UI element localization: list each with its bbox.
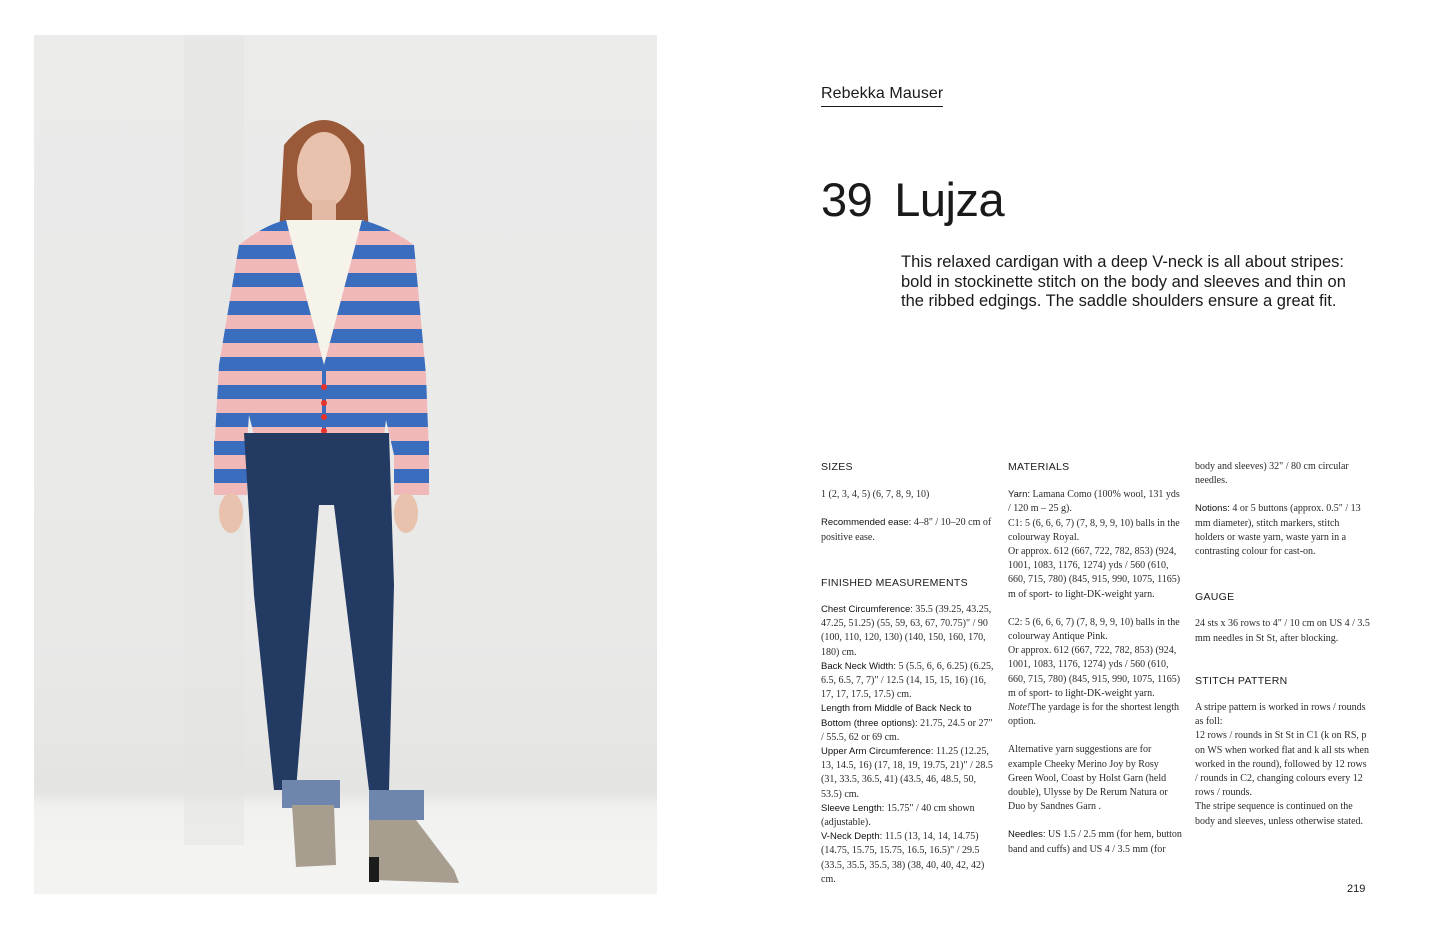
alternative-yarns: Alternative yarn suggestions are for example Cheeky Merino Joy by Rosy Green Wool, Coast by Holst Garn (held double), Ulysse by De Rerum Natura or Duo by Sandnes Garn . <box>1008 744 1168 813</box>
ease-value: 4–8" / 10–20 cm of positive ease. <box>821 517 992 543</box>
measurement-value: 11.25 (12.25, 13, 14.5, 16) (17, 18, 19, 19.75, 21)" / 28.5 (31, 33.5, 36.5, 41) (43.5, 46, 48.5, 50, 53.5) cm. <box>821 746 993 800</box>
c1-approx: Or approx. 612 (667, 722, 782, 853) (924, 1001, 1083, 1176, 1274) yds / 560 (610, 660, 715, 780) (845, 915, 990, 1075, 1165) m of sport- to light-DK-weight yarn. <box>1008 546 1181 600</box>
cardigan-model-illustration <box>34 35 657 894</box>
needles-info <box>1008 828 1184 856</box>
designer-name: Rebekka Mauser <box>821 85 943 107</box>
note-label: Note! <box>1008 702 1031 714</box>
c2-approx: Or approx. 612 (667, 722, 782, 853) (924, 1001, 1083, 1176, 1274) yds / 560 (610, 660, 715, 780) (845, 915, 990, 1075, 1165) m of sport- to light-DK-weight yarn. <box>1008 645 1181 699</box>
notions-info <box>1195 502 1371 559</box>
measurement-label: Back Neck Width: <box>821 660 896 672</box>
measurement-label: Length from Middle of Back Neck to Bottom (three options): <box>821 703 972 729</box>
stitch-pattern-continue: The stripe sequence is continued on the body and sleeves, unless otherwise stated. <box>1195 801 1364 827</box>
stitch-pattern-intro: A stripe pattern is worked in rows / rounds as foll: <box>1195 702 1366 728</box>
column-sizes-measurements <box>821 460 997 887</box>
measurement-label: V-Neck Depth: <box>821 831 883 843</box>
measurement-vneck <box>821 830 997 887</box>
finished-measurements-heading: FINISHED MEASUREMENTS <box>821 576 968 589</box>
yardage-note <box>1008 701 1184 729</box>
measurements-list <box>821 603 997 887</box>
measurement-value: 15.75" / 40 cm shown (adjustable). <box>821 802 975 829</box>
yarn-label: Yarn: <box>1008 489 1031 501</box>
sizes-list: 1 (2, 3, 4, 5) (6, 7, 8, 9, 10) <box>821 489 930 501</box>
column-materials <box>1008 460 1184 857</box>
measurement-label: Upper Arm Circumference: <box>821 746 934 758</box>
notions-value: 4 or 5 buttons (approx. 0.5" / 13 mm diameter), stitch markers, stitch holders or waste yarn, waste yarn in a contrasting colour for cast-on. <box>1195 503 1361 558</box>
pattern-name: Lujza <box>894 173 1005 226</box>
c1-info: C1: 5 (6, 6, 6, 7) (7, 8, 9, 9, 10) balls in the colourway Royal. <box>1008 517 1180 543</box>
note-value: The yardage is for the shortest length option. <box>1008 702 1180 728</box>
pattern-title <box>821 172 1004 227</box>
yarn-info <box>1008 488 1184 516</box>
gauge-value: 24 sts x 36 rows to 4" / 10 cm on US 4 / 3.5 mm needles in St St, after blocking. <box>1195 618 1370 644</box>
measurement-sleeve <box>821 802 997 830</box>
notions-label: Notions: <box>1195 503 1230 515</box>
pattern-number: 39 <box>821 173 873 226</box>
measurement-upper-arm <box>821 745 997 802</box>
model-photo <box>34 35 657 894</box>
measurement-chest <box>821 603 997 660</box>
column-notions-gauge-stitch <box>1195 460 1371 829</box>
measurement-label: Chest Circumference: <box>821 604 913 616</box>
pattern-intro: This relaxed cardigan with a deep V-neck is all about stripes: bold in stockinette stitch on the body and sleeves and thin on the ribbed edgings. The saddle shoulders ensure a great fit. <box>901 253 1346 310</box>
needles-continued: body and sleeves) 32" / 80 cm circular needles. <box>1195 461 1349 487</box>
sizes-heading: SIZES <box>821 461 853 473</box>
measurement-label: Sleeve Length: <box>821 802 885 814</box>
recommended-ease <box>821 516 997 544</box>
ease-label: Recommended ease: <box>821 517 912 529</box>
c2-info: C2: 5 (6, 6, 6, 7) (7, 8, 9, 9, 10) balls in the colourway Antique Pink. <box>1008 616 1180 643</box>
measurement-value: 21.75, 24.5 or 27" / 55.5, 62 or 69 cm. <box>821 717 993 743</box>
yarn-value: Lamana Como (100% wool, 131 yds / 120 m – 25 g). <box>1008 489 1180 515</box>
measurement-back-neck <box>821 660 997 703</box>
measurement-value: 35.5 (39.25, 43.25, 47.25, 51.25) (55, 59, 63, 67, 70.75)" / 90 (100, 110, 120, 130) (140, 150, 160, 170, 180) cm. <box>821 604 992 658</box>
needles-value: US 1.5 / 2.5 mm (for hem, button band and cuffs) and US 4 / 3.5 mm (for <box>1008 829 1182 855</box>
measurement-value: 11.5 (13, 14, 14, 14.75) (14.75, 15.75, 15.75, 16.5, 16.5)" / 29.5 (33.5, 35.5, 35.5, 38) (38, 40, 40, 42, 42) cm. <box>821 831 985 885</box>
gauge-heading: GAUGE <box>1195 591 1235 604</box>
stitch-pattern-rows: 12 rows / rounds in St St in C1 (k on RS, p on WS when worked flat and k all sts when worked in the round), followed by 12 rows / rounds in C2, changing colours every 12 rows / rounds. <box>1195 730 1369 799</box>
needles-label: Needles: <box>1008 829 1046 841</box>
page-number: 219 <box>1347 883 1366 895</box>
measurement-value: 5 (5.5, 6, 6, 6.25) (6.25, 6.5, 6.5, 7, 7)" / 12.5 (14, 15, 15, 16) (16, 17, 17, 17.5, 17.5) cm. <box>821 660 994 701</box>
stitch-pattern-heading: STITCH PATTERN <box>1195 674 1288 687</box>
materials-heading: MATERIALS <box>1008 461 1070 473</box>
measurement-length <box>821 702 997 745</box>
